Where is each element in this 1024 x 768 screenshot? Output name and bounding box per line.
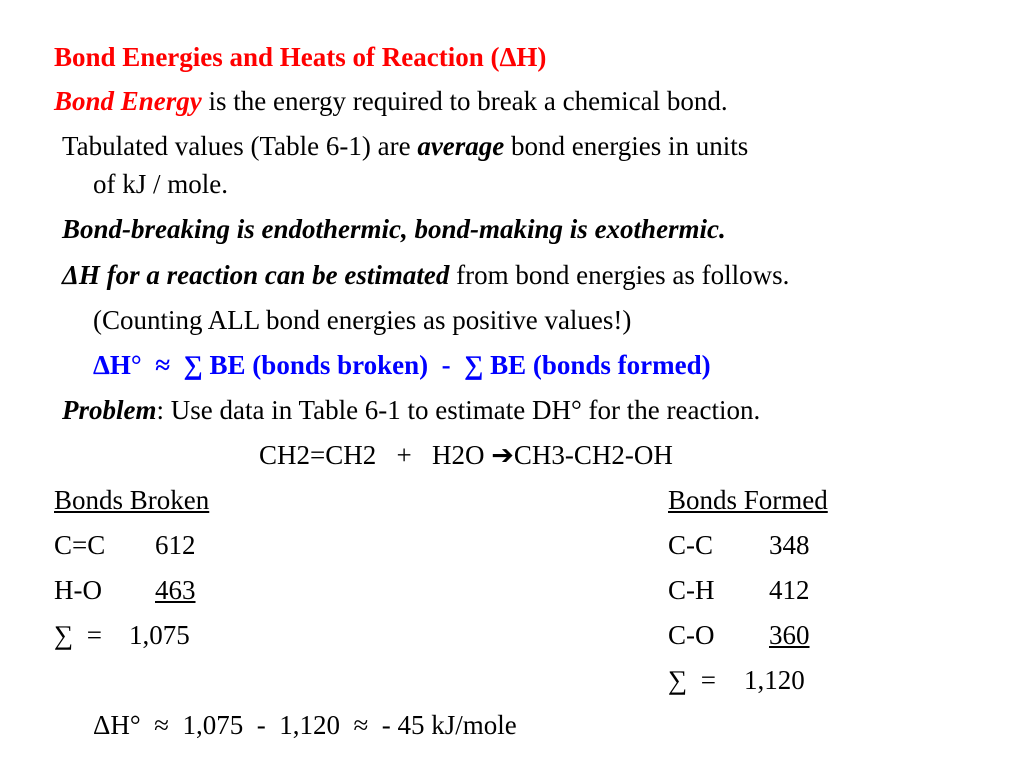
bonds-formed-header: Bonds Formed bbox=[668, 485, 828, 515]
bond-energy-definition bbox=[54, 88, 728, 115]
broken-row-bond: C=C bbox=[54, 530, 106, 560]
positive-values-note: (Counting ALL bond energies as positive values!) bbox=[93, 305, 632, 335]
tabulated-values-line bbox=[62, 133, 748, 160]
tabulated-pre: Tabulated values (Table 6-1) are bbox=[62, 131, 418, 161]
reaction-equation: CH2=CH2 + H2O ➔CH3-CH2-OH bbox=[259, 440, 673, 470]
formed-row-bond: C-H bbox=[668, 575, 715, 605]
estimation-emphasis: ΔH for a reaction can be estimated bbox=[62, 260, 450, 290]
average-word: average bbox=[417, 131, 505, 161]
formed-row-value: 412 bbox=[769, 575, 810, 605]
problem-label: Problem bbox=[62, 395, 157, 425]
problem-text: : Use data in Table 6-1 to estimate DH° for the reaction. bbox=[156, 395, 761, 425]
estimation-text: from bond energies as follows. bbox=[449, 260, 790, 290]
bonds-broken-header: Bonds Broken bbox=[54, 485, 210, 515]
problem-line bbox=[62, 397, 760, 424]
formed-sum-value: 1,120 bbox=[744, 665, 805, 695]
slide-title: Bond Energies and Heats of Reaction (ΔH) bbox=[54, 42, 547, 72]
tabulated-values-continuation: of kJ / mole. bbox=[93, 169, 228, 199]
broken-row-value: 463 bbox=[155, 575, 196, 605]
formed-sum-symbol: ∑ = bbox=[668, 665, 716, 695]
estimation-line bbox=[62, 262, 789, 289]
tabulated-post: bond energies in units bbox=[504, 131, 749, 161]
broken-sum-value: 1,075 bbox=[129, 620, 190, 650]
formed-row-bond: C-C bbox=[668, 530, 714, 560]
delta-h-equation: ΔH° ≈ ∑ BE (bonds broken) - ∑ BE (bonds formed) bbox=[93, 350, 711, 380]
formed-row-value: 348 bbox=[769, 530, 810, 560]
delta-h-result: ΔH° ≈ 1,075 - 1,120 ≈ - 45 kJ/mole bbox=[93, 710, 517, 740]
broken-sum-symbol: ∑ = bbox=[54, 620, 102, 650]
formed-row-value: 360 bbox=[769, 620, 810, 650]
endo-exo-statement: Bond-breaking is endothermic, bond-making is exothermic. bbox=[62, 214, 726, 244]
broken-row-bond: H-O bbox=[54, 575, 102, 605]
bond-energy-term: Bond Energy bbox=[54, 86, 202, 116]
bond-energy-text: is the energy required to break a chemical bond. bbox=[201, 86, 728, 116]
broken-row-value: 612 bbox=[155, 530, 196, 560]
formed-row-bond: C-O bbox=[668, 620, 715, 650]
